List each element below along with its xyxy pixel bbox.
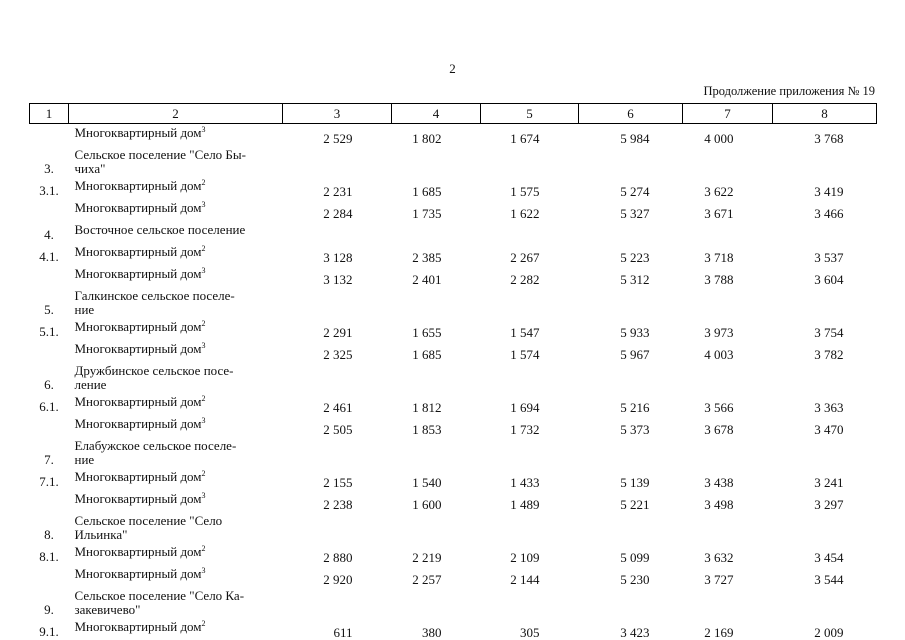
row-number: 8.1. (39, 549, 59, 564)
value-cell: 5 312 (620, 272, 650, 287)
value-cell: 2 144 (510, 572, 540, 587)
footnote-marker: 2 (201, 319, 206, 328)
value-cell: 2 155 (323, 475, 353, 490)
row-name: Многоквартирный дом (74, 619, 202, 634)
value-cell (579, 287, 683, 318)
row-name: Многоквартирный дом (74, 491, 202, 506)
row-number: 7. (44, 452, 54, 467)
row-name: Многоквартирный дом (74, 394, 202, 409)
value-cell: 5 274 (620, 184, 650, 199)
value-cell: 1 812 (412, 400, 442, 415)
row-name: Многоквартирный дом (74, 266, 202, 281)
row-name-cell (69, 415, 283, 437)
footnote-marker: 3 (201, 125, 206, 134)
value-cell (683, 362, 773, 393)
value-cell: 2 461 (323, 400, 353, 415)
value-cell: 3 754 (814, 325, 844, 340)
value-cell: 1 694 (510, 400, 540, 415)
value-cell: 3 727 (704, 572, 734, 587)
row-name-cell (69, 490, 283, 512)
row-name-cell (69, 468, 283, 490)
row-name-cell (69, 437, 283, 468)
row-name: Елабужское сельское поселе- ние (74, 438, 237, 467)
value-cell: 3 423 (620, 625, 650, 640)
value-cell: 3 498 (704, 497, 734, 512)
value-cell (283, 287, 392, 318)
value-cell: 305 (520, 625, 540, 640)
value-cell (579, 437, 683, 468)
value-cell: 380 (422, 625, 442, 640)
value-cell: 2 325 (323, 347, 353, 362)
row-number (30, 565, 69, 587)
footnote-marker: 2 (201, 544, 206, 553)
value-cell: 2 231 (323, 184, 353, 199)
row-name: Многоквартирный дом (74, 341, 202, 356)
value-cell (283, 146, 392, 177)
page-number: 2 (449, 61, 456, 76)
value-cell: 3 241 (814, 475, 844, 490)
value-cell (481, 287, 579, 318)
table-row (30, 587, 877, 618)
row-name: Многоквартирный дом (74, 469, 202, 484)
value-cell: 3 718 (704, 250, 734, 265)
row-name-cell (69, 221, 283, 243)
value-cell: 3 768 (814, 131, 844, 146)
value-cell: 1 732 (510, 422, 540, 437)
column-header: 5 (481, 104, 579, 124)
value-cell: 5 223 (620, 250, 650, 265)
value-cell: 2 920 (323, 572, 353, 587)
footnote-marker: 3 (201, 416, 206, 425)
table-row (30, 146, 877, 177)
value-cell: 3 438 (704, 475, 734, 490)
column-header: 2 (69, 104, 283, 124)
table-row (30, 437, 877, 468)
value-cell (579, 362, 683, 393)
value-cell (579, 221, 683, 243)
row-name: Многоквартирный дом (74, 566, 202, 581)
row-name-cell (69, 512, 283, 543)
row-name-cell (69, 587, 283, 618)
table-row (30, 287, 877, 318)
value-cell (283, 221, 392, 243)
value-cell: 2 282 (510, 272, 540, 287)
table-row (30, 340, 877, 362)
value-cell (773, 437, 877, 468)
table-row (30, 543, 877, 565)
value-cell: 3 566 (704, 400, 734, 415)
footnote-marker: 2 (201, 244, 206, 253)
row-number: 9. (44, 602, 54, 617)
value-cell: 3 788 (704, 272, 734, 287)
value-cell: 1 622 (510, 206, 540, 221)
value-cell (283, 587, 392, 618)
row-name: Многоквартирный дом (74, 200, 202, 215)
value-cell: 1 735 (412, 206, 442, 221)
row-name: Галкинское сельское поселе- ние (74, 288, 235, 317)
value-cell: 2 169 (704, 625, 734, 640)
value-cell (683, 587, 773, 618)
value-cell (283, 362, 392, 393)
value-cell (773, 362, 877, 393)
row-name: Многоквартирный дом (74, 244, 202, 259)
row-name-cell (69, 177, 283, 199)
value-cell (392, 362, 481, 393)
row-number: 9.1. (39, 624, 59, 639)
table-row (30, 468, 877, 490)
table-row (30, 565, 877, 587)
value-cell (579, 512, 683, 543)
table-row (30, 265, 877, 287)
value-cell (481, 362, 579, 393)
column-header: 4 (392, 104, 481, 124)
column-header: 8 (773, 104, 877, 124)
value-cell: 2 009 (814, 625, 844, 640)
value-cell (773, 146, 877, 177)
table-row (30, 318, 877, 340)
value-cell: 3 544 (814, 572, 844, 587)
table-row (30, 124, 877, 147)
value-cell: 1 685 (412, 184, 442, 199)
header-row (30, 104, 877, 124)
value-cell: 4 000 (704, 131, 734, 146)
row-name: Сельское поселение "Село Ка- закевичево" (74, 588, 245, 617)
footnote-marker: 3 (201, 341, 206, 350)
value-cell: 3 297 (814, 497, 844, 512)
table-row (30, 618, 877, 640)
row-name-cell (69, 243, 283, 265)
table-row (30, 490, 877, 512)
value-cell (392, 146, 481, 177)
value-cell: 2 284 (323, 206, 353, 221)
row-number (30, 124, 69, 147)
value-cell: 1 674 (510, 131, 540, 146)
value-cell: 2 505 (323, 422, 353, 437)
value-cell (683, 146, 773, 177)
value-cell: 4 003 (704, 347, 734, 362)
value-cell (392, 437, 481, 468)
footnote-marker: 2 (201, 469, 206, 478)
row-name: Многоквартирный дом (74, 416, 202, 431)
row-name-cell (69, 318, 283, 340)
value-cell: 5 967 (620, 347, 650, 362)
row-number (30, 340, 69, 362)
value-cell (773, 587, 877, 618)
row-number (30, 265, 69, 287)
value-cell: 2 267 (510, 250, 540, 265)
value-cell (579, 587, 683, 618)
value-cell: 5 221 (620, 497, 650, 512)
row-name-cell (69, 124, 283, 147)
value-cell: 5 933 (620, 325, 650, 340)
footnote-marker: 3 (201, 266, 206, 275)
table-row (30, 177, 877, 199)
value-cell: 3 132 (323, 272, 353, 287)
row-number (30, 199, 69, 221)
value-cell (683, 221, 773, 243)
value-cell: 3 470 (814, 422, 844, 437)
value-cell: 5 984 (620, 131, 650, 146)
value-cell: 3 973 (704, 325, 734, 340)
value-cell: 1 575 (510, 184, 540, 199)
value-cell (392, 287, 481, 318)
tariff-table (29, 103, 877, 640)
row-name-cell (69, 199, 283, 221)
value-cell: 1 600 (412, 497, 442, 512)
table-row (30, 393, 877, 415)
table-row (30, 512, 877, 543)
footnote-marker: 2 (201, 178, 206, 187)
value-cell: 1 540 (412, 475, 442, 490)
row-number: 3.1. (39, 183, 59, 198)
value-cell (481, 146, 579, 177)
value-cell (683, 287, 773, 318)
value-cell: 2 257 (412, 572, 442, 587)
value-cell: 2 385 (412, 250, 442, 265)
value-cell (773, 287, 877, 318)
row-name: Многоквартирный дом (74, 544, 202, 559)
value-cell: 5 216 (620, 400, 650, 415)
value-cell: 3 671 (704, 206, 734, 221)
value-cell: 3 419 (814, 184, 844, 199)
row-name-cell (69, 340, 283, 362)
row-name-cell (69, 265, 283, 287)
value-cell: 3 128 (323, 250, 353, 265)
row-name: Многоквартирный дом (74, 319, 202, 334)
row-number: 4. (44, 227, 54, 242)
value-cell (683, 512, 773, 543)
column-header: 3 (283, 104, 392, 124)
row-name-cell (69, 618, 283, 640)
appendix-continuation-label: Продолжение приложения № 19 (703, 84, 875, 98)
value-cell (481, 221, 579, 243)
value-cell: 5 373 (620, 422, 650, 437)
value-cell: 2 529 (323, 131, 353, 146)
row-name: Многоквартирный дом (74, 125, 202, 140)
footnote-marker: 3 (201, 566, 206, 575)
value-cell: 2 219 (412, 550, 442, 565)
value-cell: 1 853 (412, 422, 442, 437)
column-header: 7 (683, 104, 773, 124)
table-row (30, 243, 877, 265)
table-row (30, 199, 877, 221)
table-row (30, 221, 877, 243)
value-cell (683, 437, 773, 468)
value-cell (392, 221, 481, 243)
row-number: 3. (44, 161, 54, 176)
row-number (30, 415, 69, 437)
row-number (30, 490, 69, 512)
row-name: Восточное сельское поселение (74, 222, 246, 237)
row-name: Сельское поселение "Село Бы- чиха" (74, 147, 246, 176)
row-name-cell (69, 146, 283, 177)
footnote-marker: 3 (201, 491, 206, 500)
value-cell: 1 547 (510, 325, 540, 340)
value-cell: 1 489 (510, 497, 540, 512)
value-cell: 2 291 (323, 325, 353, 340)
value-cell (773, 221, 877, 243)
value-cell: 3 782 (814, 347, 844, 362)
row-name-cell (69, 362, 283, 393)
value-cell: 3 454 (814, 550, 844, 565)
row-number: 5. (44, 302, 54, 317)
row-name-cell (69, 393, 283, 415)
row-number: 6. (44, 377, 54, 392)
value-cell: 1 433 (510, 475, 540, 490)
column-header: 1 (30, 104, 69, 124)
row-name-cell (69, 287, 283, 318)
row-name: Сельское поселение "Село Ильинка" (74, 513, 223, 542)
value-cell: 3 604 (814, 272, 844, 287)
value-cell: 2 238 (323, 497, 353, 512)
value-cell: 1 655 (412, 325, 442, 340)
footnote-marker: 2 (201, 619, 206, 628)
column-header: 6 (579, 104, 683, 124)
value-cell (579, 146, 683, 177)
row-number: 4.1. (39, 249, 59, 264)
value-cell: 3 363 (814, 400, 844, 415)
value-cell (773, 512, 877, 543)
value-cell (481, 587, 579, 618)
value-cell (392, 587, 481, 618)
value-cell (481, 437, 579, 468)
footnote-marker: 2 (201, 394, 206, 403)
value-cell: 3 466 (814, 206, 844, 221)
value-cell: 3 622 (704, 184, 734, 199)
value-cell (283, 512, 392, 543)
row-name: Многоквартирный дом (74, 178, 202, 193)
value-cell: 611 (333, 625, 353, 640)
value-cell: 5 139 (620, 475, 650, 490)
value-cell (481, 512, 579, 543)
row-name-cell (69, 543, 283, 565)
row-number: 5.1. (39, 324, 59, 339)
value-cell: 5 230 (620, 572, 650, 587)
row-number: 8. (44, 527, 54, 542)
value-cell: 1 802 (412, 131, 442, 146)
value-cell: 5 327 (620, 206, 650, 221)
value-cell (283, 437, 392, 468)
value-cell: 5 099 (620, 550, 650, 565)
row-number: 7.1. (39, 474, 59, 489)
value-cell (392, 512, 481, 543)
value-cell: 3 537 (814, 250, 844, 265)
row-number: 6.1. (39, 399, 59, 414)
value-cell: 3 678 (704, 422, 734, 437)
value-cell: 1 685 (412, 347, 442, 362)
table-row (30, 362, 877, 393)
table-row (30, 415, 877, 437)
table-body (30, 124, 877, 640)
value-cell: 1 574 (510, 347, 540, 362)
value-cell: 2 109 (510, 550, 540, 565)
row-name: Дружбинское сельское посе- ление (74, 363, 234, 392)
value-cell: 2 401 (412, 272, 442, 287)
value-cell: 2 880 (323, 550, 353, 565)
row-name-cell (69, 565, 283, 587)
footnote-marker: 3 (201, 200, 206, 209)
value-cell: 3 632 (704, 550, 734, 565)
